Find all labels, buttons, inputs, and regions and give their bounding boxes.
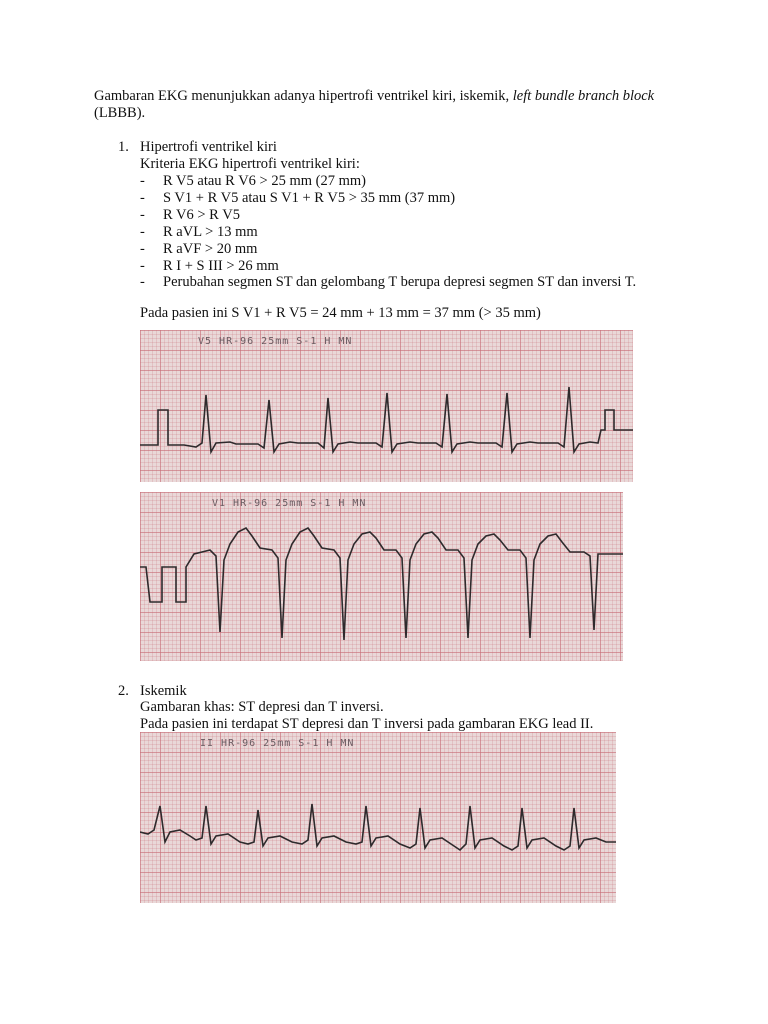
criterion-item: Perubahan segmen ST dan gelombang T berupa depresi segmen ST dan inversi T. — [163, 274, 637, 290]
criterion-item: R I + S III > 26 mm — [163, 258, 279, 274]
criteria-heading: Kriteria EKG hipertrofi ventrikel kiri: — [140, 156, 360, 172]
ecg-strip-v1-label: V1 HR-96 25mm S-1 H MN — [212, 498, 367, 509]
section-1-number: 1. — [118, 139, 129, 155]
bullet-dash: - — [140, 173, 145, 189]
ecg-strip-lead-ii — [140, 732, 616, 903]
patient-note: Pada pasien ini S V1 + R V5 = 24 mm + 13 mm = 37 mm (> 35 mm) — [140, 305, 541, 321]
section-2-line-2: Pada pasien ini terdapat ST depresi dan T inversi pada gambaran EKG lead II. — [140, 716, 594, 732]
bullet-dash: - — [140, 207, 145, 223]
ecg-trace-lead-ii — [140, 732, 616, 903]
section-2-title: Iskemik — [140, 683, 187, 699]
bullet-dash: - — [140, 258, 145, 274]
intro-text: Gambaran EKG menunjukkan adanya hipertrofi ventrikel kiri, iskemik, — [94, 88, 513, 104]
bullet-dash: - — [140, 274, 145, 290]
section-1-title: Hipertrofi ventrikel kiri — [140, 139, 277, 155]
intro-italic-term: left bundle branch block — [512, 88, 655, 104]
intro-paragraph — [94, 88, 694, 122]
ecg-trace-v1 — [140, 492, 623, 661]
section-2-line-1: Gambaran khas: ST depresi dan T inversi. — [140, 699, 384, 715]
criterion-item: R aVF > 20 mm — [163, 241, 258, 257]
ecg-strip-lead-ii-label: II HR-96 25mm S-1 H MN — [200, 738, 355, 749]
criterion-item: S V1 + R V5 atau S V1 + R V5 > 35 mm (37 mm) — [163, 190, 456, 206]
intro-text-end: (LBBB). — [94, 105, 146, 121]
ecg-strip-v5-label: V5 HR-96 25mm S-1 H MN — [198, 336, 353, 347]
section-2-number: 2. — [118, 683, 129, 699]
criterion-item: R V5 atau R V6 > 25 mm (27 mm) — [163, 173, 366, 189]
criterion-item: R aVL > 13 mm — [163, 224, 258, 240]
criterion-item: R V6 > R V5 — [163, 207, 240, 223]
bullet-dash: - — [140, 241, 145, 257]
ecg-trace-v5 — [140, 330, 633, 482]
bullet-dash: - — [140, 190, 145, 206]
bullet-dash: - — [140, 224, 145, 240]
ecg-strip-v5 — [140, 330, 633, 482]
ecg-strip-v1 — [140, 492, 623, 661]
